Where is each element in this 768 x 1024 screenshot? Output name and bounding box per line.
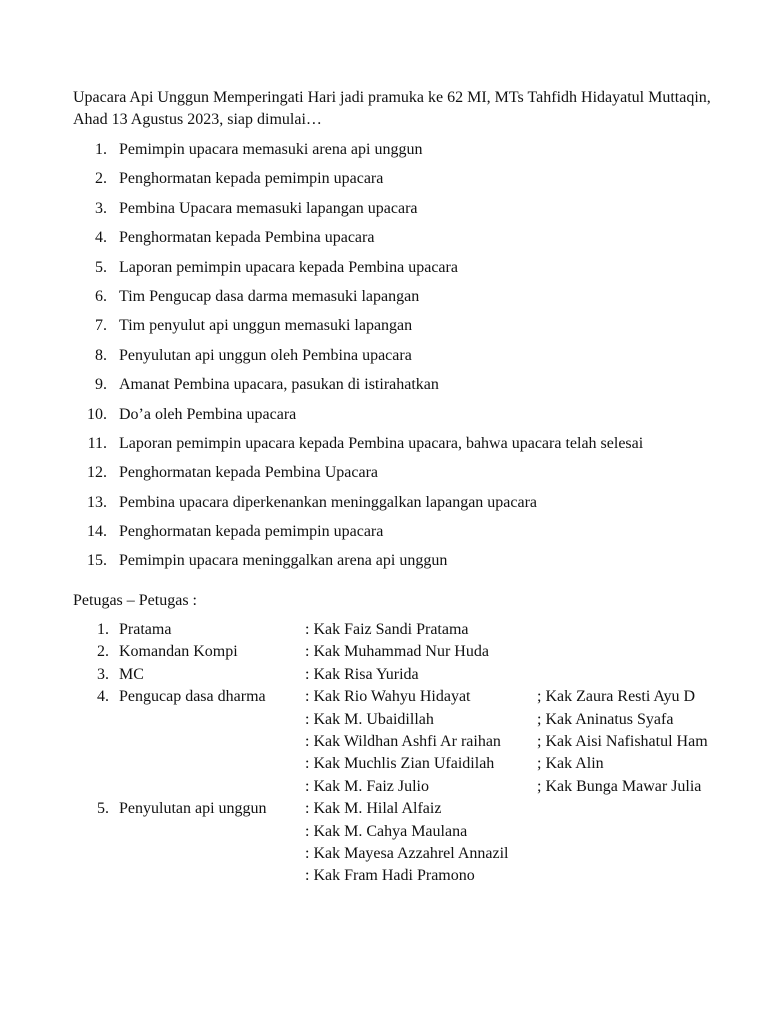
list-item (73, 521, 753, 550)
officer-name-secondary: ; Kak Aisi Nafishatul Ham (537, 732, 708, 750)
table-row (73, 843, 753, 865)
step-number: 11. (87, 434, 107, 452)
list-item (73, 227, 753, 256)
step-text: Penyulutan api unggun oleh Pembina upacara (119, 346, 412, 364)
officer-name: : Kak Rio Wahyu Hidayat (305, 688, 471, 706)
officer-name: : Kak M. Ubaidillah (305, 710, 434, 728)
table-row (73, 664, 753, 686)
table-row (73, 686, 753, 708)
list-item (73, 404, 753, 433)
step-number: 6. (95, 287, 107, 305)
list-item (73, 257, 753, 286)
officer-name-secondary: ; Kak Zaura Resti Ayu D (537, 688, 696, 706)
step-number: 5. (95, 258, 107, 276)
list-item (73, 286, 753, 315)
step-text: Pemimpin upacara memasuki arena api unggun (119, 141, 423, 158)
table-row (73, 798, 753, 820)
step-text: Amanat Pembina upacara, pasukan di istirahatkan (119, 376, 439, 394)
step-number: 7. (95, 317, 107, 335)
step-number: 12. (87, 464, 107, 482)
officer-name: : Kak Muhammad Nur Huda (305, 643, 489, 661)
step-number: 8. (95, 346, 107, 364)
list-item (73, 462, 753, 491)
officer-name-secondary: ; Kak Aninatus Syafa (537, 710, 674, 728)
table-row (73, 776, 753, 798)
step-number: 13. (87, 493, 107, 511)
officer-role: MC (119, 665, 144, 683)
step-text: Laporan pemimpin upacara kepada Pembina upacara (119, 258, 458, 276)
step-text: Penghormatan kepada Pembina upacara (119, 229, 375, 247)
list-item (73, 345, 753, 374)
ceremony-steps-list (73, 139, 753, 580)
officer-number: 3. (97, 665, 109, 683)
step-text: Do’a oleh Pembina upacara (119, 405, 297, 423)
officer-name: : Kak Mayesa Azzahrel Annazil (305, 844, 509, 862)
step-number: 10. (87, 405, 107, 423)
step-text: Pembina upacara diperkenankan meninggalkan lapangan upacara (119, 493, 538, 511)
table-row (73, 619, 753, 641)
step-text: Pemimpin upacara meninggalkan arena api unggun (119, 552, 448, 570)
table-row (73, 821, 753, 843)
table-row (73, 731, 753, 753)
step-text: Pembina Upacara memasuki lapangan upacara (119, 199, 418, 217)
list-item (73, 374, 753, 403)
officer-name: : Kak M. Cahya Maulana (305, 822, 468, 840)
intro-paragraph: Upacara Api Unggun Memperingati Hari jadi pramuka ke 62 MI, MTs Tahfidh Hidayatul Muttaqin, Ahad 13 Agustus 2023, siap dimulai… (73, 89, 711, 128)
petugas-heading: Petugas – Petugas : (73, 592, 197, 609)
officer-role: Pengucap dasa dharma (119, 688, 266, 706)
step-number: 4. (95, 229, 107, 247)
officer-number: 1. (97, 621, 109, 638)
table-row (73, 709, 753, 731)
list-item (73, 168, 753, 197)
list-item (73, 550, 753, 579)
step-text: Penghormatan kepada Pembina Upacara (119, 464, 379, 482)
officer-name-secondary: ; Kak Alin (537, 755, 604, 773)
officer-role: Pratama (119, 621, 172, 638)
officer-number: 2. (97, 643, 109, 661)
officer-number: 4. (97, 688, 109, 706)
table-row (73, 753, 753, 775)
step-number: 14. (87, 523, 107, 541)
officer-role: Komandan Kompi (119, 643, 238, 661)
step-number: 15. (87, 552, 107, 570)
step-text: Penghormatan kepada pemimpin upacara (119, 523, 384, 541)
list-item (73, 198, 753, 227)
step-text: Penghormatan kepada pemimpin upacara (119, 170, 384, 188)
list-item (73, 315, 753, 344)
officers-list (73, 619, 753, 888)
step-number: 2. (95, 170, 107, 188)
table-row (73, 641, 753, 663)
step-number: 9. (95, 376, 107, 394)
officer-role: Penyulutan api unggun (119, 800, 267, 818)
officer-name: : Kak M. Hilal Alfaiz (305, 800, 442, 818)
list-item (73, 433, 753, 462)
officer-name: : Kak Muchlis Zian Ufaidilah (305, 755, 495, 773)
step-text: Tim penyulut api unggun memasuki lapangan (119, 317, 413, 335)
table-row (73, 865, 753, 887)
officer-name: : Kak Wildhan Ashfi Ar raihan (305, 732, 501, 750)
list-item (73, 139, 753, 168)
step-number: 3. (95, 199, 107, 217)
officer-name: : Kak Risa Yurida (305, 665, 419, 683)
officer-number: 5. (97, 800, 109, 818)
step-number: 1. (95, 141, 107, 158)
step-text: Tim Pengucap dasa darma memasuki lapangan (119, 287, 420, 305)
officer-name: : Kak M. Faiz Julio (305, 777, 429, 795)
officer-name-secondary: ; Kak Bunga Mawar Julia (537, 777, 702, 795)
officer-name: : Kak Faiz Sandi Pratama (305, 621, 469, 638)
officer-name: : Kak Fram Hadi Pramono (305, 867, 475, 885)
step-text: Laporan pemimpin upacara kepada Pembina upacara, bahwa upacara telah selesai (119, 434, 644, 452)
list-item (73, 492, 753, 521)
